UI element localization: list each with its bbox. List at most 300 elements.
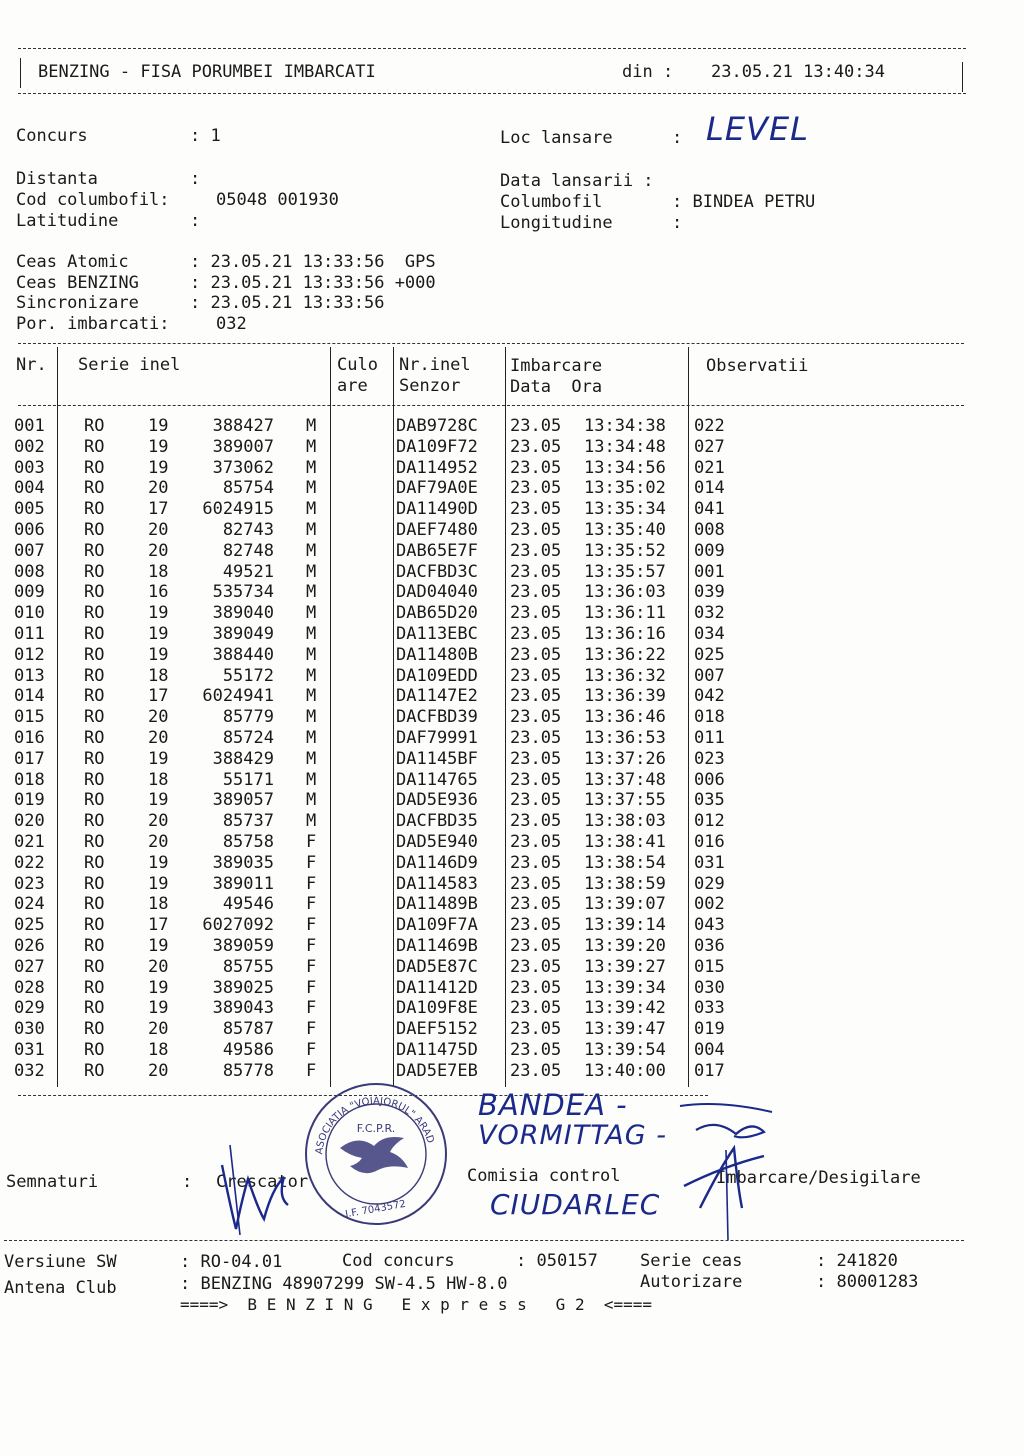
row-sex: F (306, 1060, 317, 1081)
loc-lansare-label: Loc lansare (500, 128, 613, 148)
row-year: 20 (148, 707, 169, 728)
row-date: 23.05 (510, 540, 562, 561)
row-observatii: 030 (694, 977, 725, 998)
row-time: 13:37:48 (584, 769, 666, 790)
longitudine-label: Longitudine (500, 213, 613, 233)
row-nr: 017 (14, 748, 45, 769)
official-stamp (300, 1078, 452, 1230)
row-year: 16 (148, 582, 169, 603)
row-country: RO (84, 790, 105, 811)
row-ring-number: 389049 (212, 624, 274, 644)
row-sensor: DACFBD3C (396, 561, 478, 582)
row-year: 19 (148, 748, 169, 769)
por-imbarcati-label: Por. imbarcati: (16, 314, 170, 334)
row-observatii: 018 (694, 707, 725, 728)
semnaturi-label: Semnaturi (6, 1172, 99, 1192)
row-sensor: DA11489B (396, 894, 478, 915)
autorizare-label: Autorizare (640, 1272, 743, 1292)
row-nr: 029 (14, 998, 45, 1019)
col-header-culoare-1: Culo (337, 355, 378, 375)
row-sensor: DA113EBC (396, 624, 478, 644)
columbofil-value: : BINDEA PETRU (672, 192, 816, 212)
row-country: RO (84, 936, 105, 956)
row-sensor: DAF79A0E (396, 478, 478, 499)
row-date: 23.05 (510, 478, 562, 499)
row-ring-number: 85779 (222, 707, 274, 728)
row-ring-number: 82748 (222, 540, 274, 561)
row-sensor: DACFBD35 (396, 811, 478, 832)
row-observatii: 034 (694, 624, 725, 644)
row-ring-number: 389040 (212, 603, 274, 624)
row-country: RO (84, 644, 105, 665)
row-nr: 002 (14, 436, 45, 457)
row-date: 23.05 (510, 728, 562, 748)
row-nr: 030 (14, 1019, 45, 1040)
row-time: 13:35:34 (584, 499, 666, 520)
autorizare-value: : 80001283 (816, 1272, 919, 1292)
longitudine-value: : (672, 213, 683, 233)
row-year: 18 (148, 769, 169, 790)
concurs-label: Concurs (16, 126, 88, 146)
row-time: 13:35:52 (584, 540, 666, 561)
sincronizare-label: Sincronizare (16, 293, 139, 313)
row-observatii: 002 (694, 894, 725, 915)
row-year: 19 (148, 852, 169, 873)
row-observatii: 031 (694, 852, 725, 873)
row-observatii: 041 (694, 499, 725, 520)
row-ring-number: 49546 (222, 894, 274, 915)
row-sensor: DA114952 (396, 457, 478, 478)
row-sex: M (306, 603, 317, 624)
row-ring-number: 389035 (212, 852, 274, 873)
row-time: 13:36:22 (584, 644, 666, 665)
row-nr: 026 (14, 936, 45, 956)
row-sex: M (306, 499, 317, 520)
row-date: 23.05 (510, 665, 562, 686)
row-country: RO (84, 915, 105, 936)
row-year: 20 (148, 811, 169, 832)
row-sex: M (306, 416, 317, 436)
row-sex: M (306, 624, 317, 644)
row-ring-number: 85724 (222, 728, 274, 748)
row-observatii: 032 (694, 603, 725, 624)
row-ring-number: 85737 (222, 811, 274, 832)
row-sensor: DAF79991 (396, 728, 478, 748)
row-year: 17 (148, 915, 169, 936)
row-country: RO (84, 1019, 105, 1040)
row-time: 13:37:26 (584, 748, 666, 769)
row-date: 23.05 (510, 1060, 562, 1081)
header-title: BENZING - FISA PORUMBEI IMBARCATI (38, 62, 376, 82)
row-ring-number: 389059 (212, 936, 274, 956)
table-top-border (18, 343, 964, 344)
concurs-value: : 1 (190, 126, 221, 146)
row-ring-number: 389007 (212, 436, 274, 457)
row-sex: F (306, 1040, 317, 1060)
row-sex: M (306, 769, 317, 790)
row-nr: 019 (14, 790, 45, 811)
row-nr: 013 (14, 665, 45, 686)
row-date: 23.05 (510, 457, 562, 478)
row-country: RO (84, 520, 105, 540)
row-sex: F (306, 873, 317, 894)
row-nr: 010 (14, 603, 45, 624)
row-date: 23.05 (510, 520, 562, 540)
row-sex: F (306, 832, 317, 852)
row-country: RO (84, 977, 105, 998)
row-observatii: 007 (694, 665, 725, 686)
row-nr: 022 (14, 852, 45, 873)
row-observatii: 004 (694, 1040, 725, 1060)
row-sex: M (306, 707, 317, 728)
row-time: 13:38:41 (584, 832, 666, 852)
row-time: 13:34:56 (584, 457, 666, 478)
row-sensor: DAB65E7F (396, 540, 478, 561)
row-ring-number: 6024915 (202, 499, 274, 520)
row-ring-number: 389057 (212, 790, 274, 811)
row-year: 18 (148, 894, 169, 915)
row-sex: M (306, 478, 317, 499)
table-header-border (18, 405, 964, 406)
row-time: 13:39:47 (584, 1019, 666, 1040)
row-ring-number: 55172 (222, 665, 274, 686)
row-ring-number: 389011 (212, 873, 274, 894)
row-year: 18 (148, 561, 169, 582)
row-date: 23.05 (510, 894, 562, 915)
row-time: 13:37:55 (584, 790, 666, 811)
row-year: 19 (148, 457, 169, 478)
row-time: 13:35:02 (584, 478, 666, 499)
row-sex: M (306, 457, 317, 478)
row-date: 23.05 (510, 977, 562, 998)
row-ring-number: 85754 (222, 478, 274, 499)
row-sensor: DA109F8E (396, 998, 478, 1019)
row-date: 23.05 (510, 748, 562, 769)
row-sensor: DAB9728C (396, 416, 478, 436)
row-time: 13:39:14 (584, 915, 666, 936)
col-header-imbarcare-1: Imbarcare (510, 356, 603, 376)
row-nr: 014 (14, 686, 45, 707)
row-date: 23.05 (510, 956, 562, 977)
row-observatii: 039 (694, 582, 725, 603)
row-year: 20 (148, 1019, 169, 1040)
handwritten-line-2: VORMITTAG - (478, 1120, 667, 1151)
header-bottom-border (18, 93, 966, 94)
imbarcare-desigilare-label: Imbarcare/Desigilare (716, 1168, 921, 1188)
row-observatii: 012 (694, 811, 725, 832)
row-date: 23.05 (510, 915, 562, 936)
row-country: RO (84, 624, 105, 644)
row-country: RO (84, 686, 105, 707)
row-observatii: 043 (694, 915, 725, 936)
row-time: 13:36:46 (584, 707, 666, 728)
col-sep-serie (330, 347, 331, 1087)
row-ring-number: 49521 (222, 561, 274, 582)
row-date: 23.05 (510, 832, 562, 852)
ceas-benzing-label: Ceas BENZING (16, 273, 139, 293)
control-signature-icon (640, 1090, 790, 1240)
row-sensor: DAD5E936 (396, 790, 478, 811)
row-ring-number: 82743 (222, 520, 274, 540)
row-sensor: DA114765 (396, 769, 478, 790)
row-country: RO (84, 707, 105, 728)
row-sex: F (306, 915, 317, 936)
row-time: 13:39:20 (584, 936, 666, 956)
row-time: 13:35:40 (584, 520, 666, 540)
row-time: 13:35:57 (584, 561, 666, 582)
row-observatii: 008 (694, 520, 725, 540)
row-time: 13:36:32 (584, 665, 666, 686)
row-nr: 011 (14, 624, 45, 644)
col-header-culoare-2: are (337, 376, 368, 396)
row-year: 17 (148, 499, 169, 520)
row-nr: 009 (14, 582, 45, 603)
row-sex: F (306, 956, 317, 977)
row-date: 23.05 (510, 582, 562, 603)
loc-lansare-colon: : (672, 128, 683, 148)
data-lansarii-label: Data lansarii : (500, 171, 654, 191)
row-nr: 021 (14, 832, 45, 852)
row-year: 19 (148, 436, 169, 457)
header-left-border (20, 58, 21, 88)
row-country: RO (84, 832, 105, 852)
versiune-sw-value: : RO-04.01 (180, 1252, 283, 1272)
col-sep-culoare (393, 347, 394, 1087)
row-observatii: 009 (694, 540, 725, 561)
row-sensor: DAD5E87C (396, 956, 478, 977)
row-sex: M (306, 582, 317, 603)
columbofil-label: Columbofil (500, 192, 603, 212)
row-sex: M (306, 561, 317, 582)
row-country: RO (84, 561, 105, 582)
row-time: 13:36:53 (584, 728, 666, 748)
row-sensor: DAB65D20 (396, 603, 478, 624)
row-nr: 020 (14, 811, 45, 832)
row-year: 20 (148, 1060, 169, 1081)
row-ring-number: 388427 (212, 416, 274, 436)
row-observatii: 016 (694, 832, 725, 852)
row-sex: M (306, 686, 317, 707)
ceas-atomic-value: : 23.05.21 13:33:56 GPS (190, 252, 436, 272)
row-sensor: DA11480B (396, 644, 478, 665)
row-time: 13:38:54 (584, 852, 666, 873)
row-year: 19 (148, 790, 169, 811)
row-year: 20 (148, 478, 169, 499)
row-year: 19 (148, 416, 169, 436)
header-top-border (18, 48, 966, 49)
row-nr: 003 (14, 457, 45, 478)
row-year: 19 (148, 873, 169, 894)
latitudine-value: : (190, 211, 201, 231)
row-nr: 028 (14, 977, 45, 998)
col-header-observatii: Observatii (706, 356, 809, 376)
row-nr: 025 (14, 915, 45, 936)
row-observatii: 042 (694, 686, 725, 707)
row-sensor: DAD04040 (396, 582, 478, 603)
row-sex: M (306, 728, 317, 748)
row-date: 23.05 (510, 1040, 562, 1060)
comisia-control-label: Comisia control (467, 1166, 621, 1186)
row-observatii: 023 (694, 748, 725, 769)
row-time: 13:36:16 (584, 624, 666, 644)
row-sensor: DAD5E940 (396, 832, 478, 852)
row-date: 23.05 (510, 998, 562, 1019)
col-header-serie-inel: Serie inel (78, 355, 181, 375)
row-sensor: DAEF7480 (396, 520, 478, 540)
stamp-top-text: ASOCIATIA "VOIAJORUL" ARAD (314, 1095, 436, 1156)
row-sex: F (306, 1019, 317, 1040)
row-time: 13:36:11 (584, 603, 666, 624)
row-sex: M (306, 811, 317, 832)
row-date: 23.05 (510, 436, 562, 457)
row-observatii: 001 (694, 561, 725, 582)
serie-ceas-value: : 241820 (816, 1251, 898, 1271)
row-observatii: 014 (694, 478, 725, 499)
row-country: RO (84, 873, 105, 894)
row-observatii: 022 (694, 416, 725, 436)
col-header-nrinel-2: Senzor (399, 376, 461, 396)
row-observatii: 036 (694, 936, 725, 956)
row-sex: F (306, 998, 317, 1019)
row-ring-number: 55171 (222, 769, 274, 790)
row-year: 18 (148, 1040, 169, 1060)
row-observatii: 006 (694, 769, 725, 790)
row-sex: M (306, 644, 317, 665)
row-country: RO (84, 540, 105, 561)
row-year: 19 (148, 998, 169, 1019)
row-sensor: DACFBD39 (396, 707, 478, 728)
row-date: 23.05 (510, 811, 562, 832)
row-time: 13:40:00 (584, 1060, 666, 1081)
row-time: 13:36:39 (584, 686, 666, 707)
row-observatii: 025 (694, 644, 725, 665)
row-date: 23.05 (510, 686, 562, 707)
cod-columbofil-value: 05048 001930 (216, 190, 339, 210)
row-time: 13:39:34 (584, 977, 666, 998)
row-sensor: DA109EDD (396, 665, 478, 686)
row-nr: 001 (14, 416, 45, 436)
row-country: RO (84, 478, 105, 499)
row-time: 13:39:27 (584, 956, 666, 977)
row-nr: 005 (14, 499, 45, 520)
versiune-sw-label: Versiune SW (4, 1252, 117, 1272)
row-country: RO (84, 852, 105, 873)
header-datetime: 23.05.21 13:40:34 (711, 62, 885, 82)
row-country: RO (84, 499, 105, 520)
row-year: 20 (148, 832, 169, 852)
row-date: 23.05 (510, 1019, 562, 1040)
sincronizare-value: : 23.05.21 13:33:56 (190, 293, 385, 313)
row-nr: 031 (14, 1040, 45, 1060)
row-date: 23.05 (510, 499, 562, 520)
row-ring-number: 85758 (222, 832, 274, 852)
header-din-label: din : (622, 62, 674, 82)
por-imbarcati-value: 032 (216, 314, 247, 334)
distanta-label: Distanta (16, 169, 98, 189)
row-nr: 027 (14, 956, 45, 977)
row-date: 23.05 (510, 873, 562, 894)
row-year: 19 (148, 977, 169, 998)
antena-club-label: Antena Club (4, 1278, 117, 1298)
row-sensor: DA1145BF (396, 748, 478, 769)
row-country: RO (84, 956, 105, 977)
row-ring-number: 389025 (212, 977, 274, 998)
dove-icon (340, 1137, 408, 1173)
stamp-middle-text: F.C.P.R. (356, 1122, 396, 1135)
row-ring-number: 373062 (212, 457, 274, 478)
footer-top-border (4, 1240, 964, 1241)
serie-ceas-label: Serie ceas (640, 1251, 743, 1271)
row-date: 23.05 (510, 624, 562, 644)
row-nr: 006 (14, 520, 45, 540)
row-sex: M (306, 520, 317, 540)
row-date: 23.05 (510, 416, 562, 436)
row-sex: M (306, 748, 317, 769)
ceas-atomic-label: Ceas Atomic (16, 252, 129, 272)
row-country: RO (84, 811, 105, 832)
row-country: RO (84, 436, 105, 457)
row-nr: 032 (14, 1060, 45, 1081)
cod-columbofil-label: Cod columbofil: (16, 190, 170, 210)
row-country: RO (84, 665, 105, 686)
row-sensor: DA11412D (396, 977, 478, 998)
row-country: RO (84, 1040, 105, 1060)
row-year: 17 (148, 686, 169, 707)
antena-club-value: : BENZING 48907299 SW-4.5 HW-8.0 (180, 1274, 508, 1294)
row-country: RO (84, 728, 105, 748)
benzing-express-banner: ====> B E N Z I N G E x p r e s s G 2 <==== (180, 1295, 653, 1314)
handwritten-line-3: CIUDARLEC (490, 1188, 661, 1221)
row-country: RO (84, 748, 105, 769)
row-date: 23.05 (510, 936, 562, 956)
row-date: 23.05 (510, 644, 562, 665)
row-sensor: DA114583 (396, 873, 478, 894)
row-time: 13:34:48 (584, 436, 666, 457)
row-sex: F (306, 852, 317, 873)
row-sensor: DA11475D (396, 1040, 478, 1060)
row-sensor: DA11469B (396, 936, 478, 956)
row-nr: 004 (14, 478, 45, 499)
row-time: 13:39:42 (584, 998, 666, 1019)
crescator-signature-icon (200, 1125, 320, 1235)
row-sensor: DA109F7A (396, 915, 478, 936)
row-date: 23.05 (510, 707, 562, 728)
row-date: 23.05 (510, 561, 562, 582)
row-year: 20 (148, 540, 169, 561)
row-sex: F (306, 977, 317, 998)
row-sex: M (306, 665, 317, 686)
row-time: 13:34:38 (584, 416, 666, 436)
row-time: 13:39:54 (584, 1040, 666, 1060)
col-sep-imbarcare (688, 347, 689, 1087)
crescator-label: Crescator (216, 1172, 309, 1192)
row-sex: M (306, 790, 317, 811)
row-year: 18 (148, 665, 169, 686)
row-nr: 023 (14, 873, 45, 894)
row-sensor: DA109F72 (396, 436, 478, 457)
row-observatii: 035 (694, 790, 725, 811)
stamp-bottom-text: I.F. 7043572 (344, 1198, 407, 1221)
row-ring-number: 85778 (222, 1060, 274, 1081)
row-observatii: 017 (694, 1060, 725, 1081)
row-year: 20 (148, 520, 169, 540)
row-sex: F (306, 894, 317, 915)
row-country: RO (84, 1060, 105, 1081)
cod-concurs-label: Cod concurs (342, 1251, 455, 1271)
row-country: RO (84, 998, 105, 1019)
cod-concurs-value: : 050157 (516, 1251, 598, 1271)
row-time: 13:38:03 (584, 811, 666, 832)
